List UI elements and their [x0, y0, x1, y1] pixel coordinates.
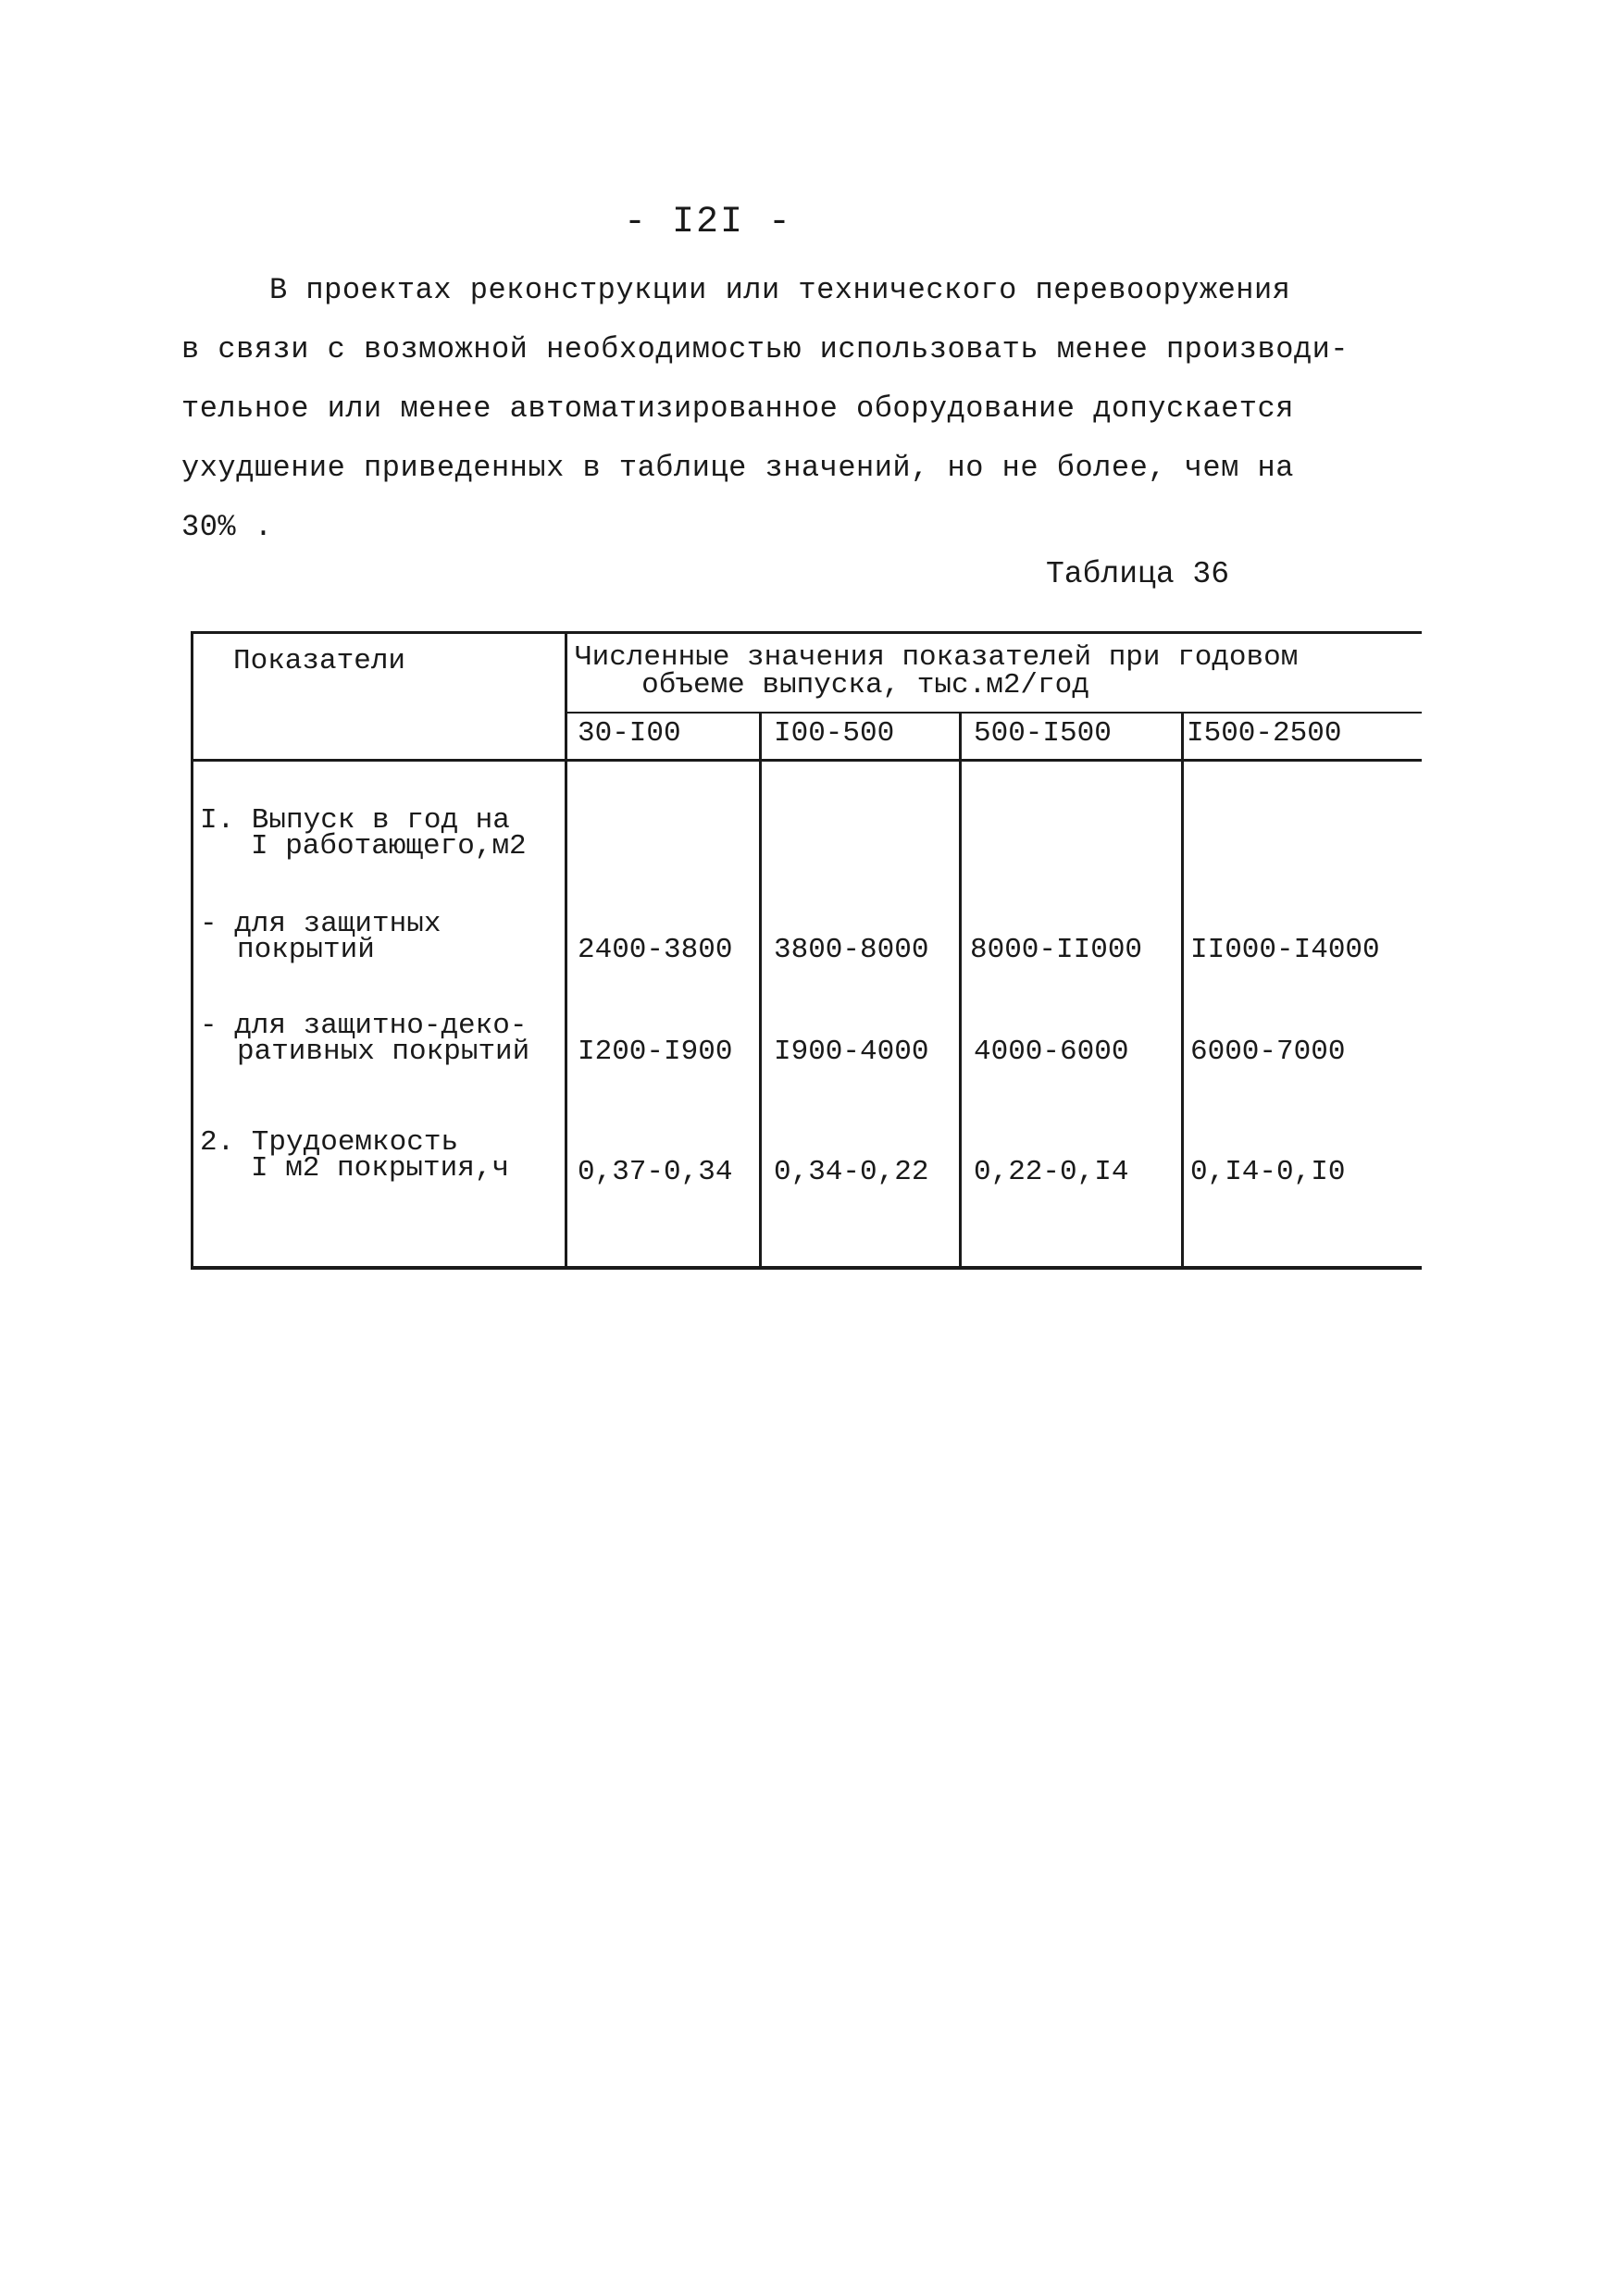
row-label: I работающего,м2: [251, 830, 527, 863]
row-label: - для защитных: [200, 908, 442, 940]
table-cell: 6000-7000: [1190, 1036, 1346, 1068]
table-cell: 0,I4-0,I0: [1190, 1156, 1346, 1188]
header-group-title-line1: Численные значения показателей при годовом: [575, 641, 1299, 674]
row-label: I м2 покрытия,ч: [251, 1152, 510, 1185]
table-cell: 8000-II000: [970, 934, 1143, 966]
column-rule-1: [565, 631, 567, 1270]
table-cell: 3800-8000: [774, 934, 929, 966]
header-bottom-rule: [191, 759, 1422, 762]
header-range: 30-I00: [578, 717, 681, 750]
ranges-top-rule: [565, 712, 1422, 714]
table-left-rule: [191, 631, 193, 1270]
column-rule-3: [959, 713, 962, 1270]
paragraph-line: 30% .: [181, 510, 273, 544]
table-cell: I200-I900: [578, 1036, 733, 1068]
row-label: 2. Трудоемкость: [200, 1126, 459, 1159]
table-cell: 0,34-0,22: [774, 1156, 929, 1188]
table-top-rule: [191, 631, 1422, 634]
paragraph-line: в связи с возможной необходимостью использовать менее производи-: [181, 332, 1349, 366]
header-range: I500-2500: [1187, 717, 1342, 750]
row-label: покрытий: [237, 934, 375, 966]
column-rule-2: [759, 713, 762, 1270]
table-caption: Таблица 36: [1046, 557, 1230, 591]
table-bottom-rule: [191, 1266, 1422, 1270]
row-label: ративных покрытий: [237, 1036, 530, 1068]
body-paragraph: [181, 261, 1375, 557]
header-range: 500-I500: [974, 717, 1112, 750]
table-cell: I900-4000: [774, 1036, 929, 1068]
paragraph-line: ухудшение приведенных в таблице значений, но не более, чем на: [181, 451, 1294, 485]
table-cell: 2400-3800: [578, 934, 733, 966]
paragraph-line: тельное или менее автоматизированное оборудование допускается: [181, 391, 1294, 426]
table-cell: 0,22-0,I4: [974, 1156, 1129, 1188]
paragraph-line: В проектах реконструкции или технического перевооружения: [269, 273, 1291, 307]
row-label: I. Выпуск в год на: [200, 804, 510, 837]
indicator-table: [191, 631, 1422, 1270]
table-cell: 0,37-0,34: [578, 1156, 733, 1188]
header-indicators: Показатели: [233, 645, 406, 677]
row-label: - для защитно-деко-: [200, 1010, 528, 1042]
header-range: I00-500: [774, 717, 895, 750]
table-cell: 4000-6000: [974, 1036, 1129, 1068]
page-number: - I2I -: [623, 202, 793, 243]
table-cell: II000-I4000: [1190, 934, 1380, 966]
column-rule-4: [1181, 713, 1184, 1270]
header-group-title-line2: объеме выпуска, тыс.м2/год: [641, 669, 1089, 701]
